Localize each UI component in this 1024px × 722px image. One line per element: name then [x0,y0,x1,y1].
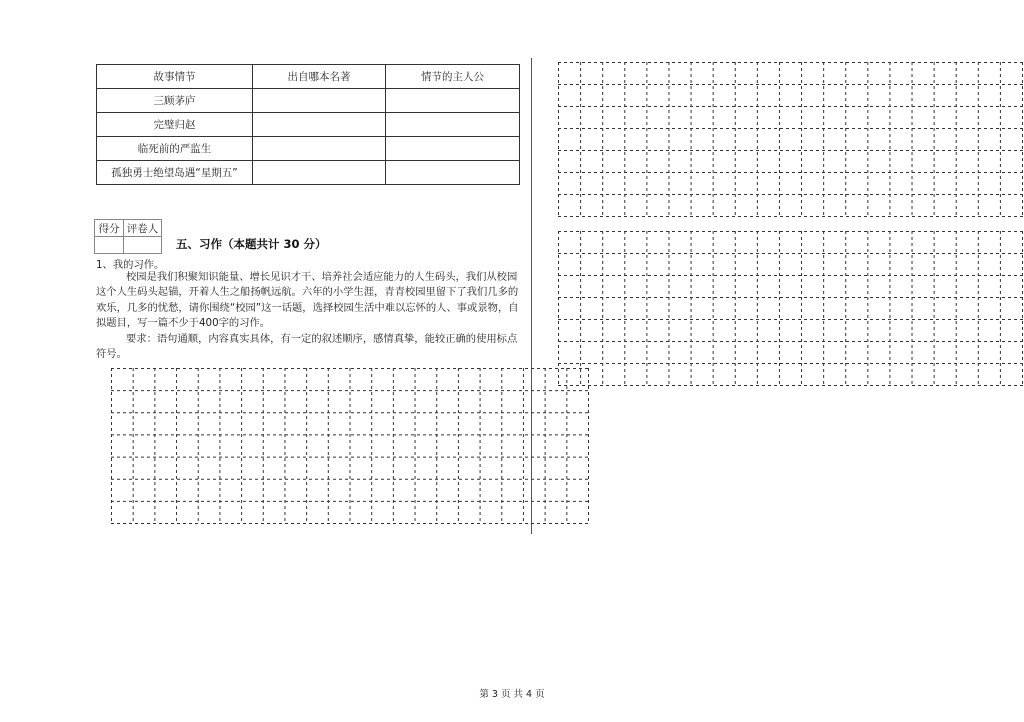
table-cell-plot: 完璧归赵 [97,113,253,137]
grader-label: 评卷人 [124,220,162,237]
section-title: 五、习作（本题共计 30 分） [176,237,327,251]
score-label: 得分 [95,220,124,237]
table-row [97,161,520,185]
requirement-paragraph: 要求：语句通顺，内容真实具体，有一定的叙述顺序，感情真挚，能较正确的使用标点符号。 [96,333,518,361]
writing-grid-mid-right[interactable] [558,231,1023,386]
table-cell-plot: 孤独勇士绝望岛遇“星期五” [97,161,253,185]
table-header: 出自哪本名著 [253,65,386,89]
table-cell-answer[interactable] [386,161,520,185]
table-cell-plot: 临死前的严监生 [97,137,253,161]
table-cell-answer[interactable] [253,137,386,161]
table-row [97,137,520,161]
table-cell-answer[interactable] [253,161,386,185]
score-input-cell[interactable] [95,237,124,254]
prompt-paragraph: 校园是我们积聚知识能量、增长见识才干、培养社会适应能力的人生码头，我们从校园这个人生码头起锚，开着人生之船扬帆远航。六年的小学生涯，青青校园里留下了我们几多的欢乐，几多的忧愁，请你围绕“校园”这一话题，选择校园生活中难以忘怀的人、事或景物，自拟题目，写一篇不少于400字的习作。 [96,271,519,329]
table-cell-answer[interactable] [253,89,386,113]
writing-grid-top-right[interactable] [558,62,1023,217]
table-row [97,113,520,137]
writing-grid-left[interactable] [111,368,589,524]
story-table [96,64,520,185]
table-cell-answer[interactable] [253,113,386,137]
table-cell-answer[interactable] [386,137,520,161]
table-header: 故事情节 [97,65,253,89]
table-cell-answer[interactable] [386,89,520,113]
grader-input-cell[interactable] [124,237,162,254]
table-row [97,89,520,113]
page-number-footer: 第 3 页 共 4 页 [479,689,545,700]
table-cell-answer[interactable] [386,113,520,137]
table-cell-plot: 三顾茅庐 [97,89,253,113]
table-header: 情节的主人公 [386,65,520,89]
score-box [94,219,162,254]
table-header-row [97,65,520,89]
question-label: 1、我的习作。 [96,259,165,271]
